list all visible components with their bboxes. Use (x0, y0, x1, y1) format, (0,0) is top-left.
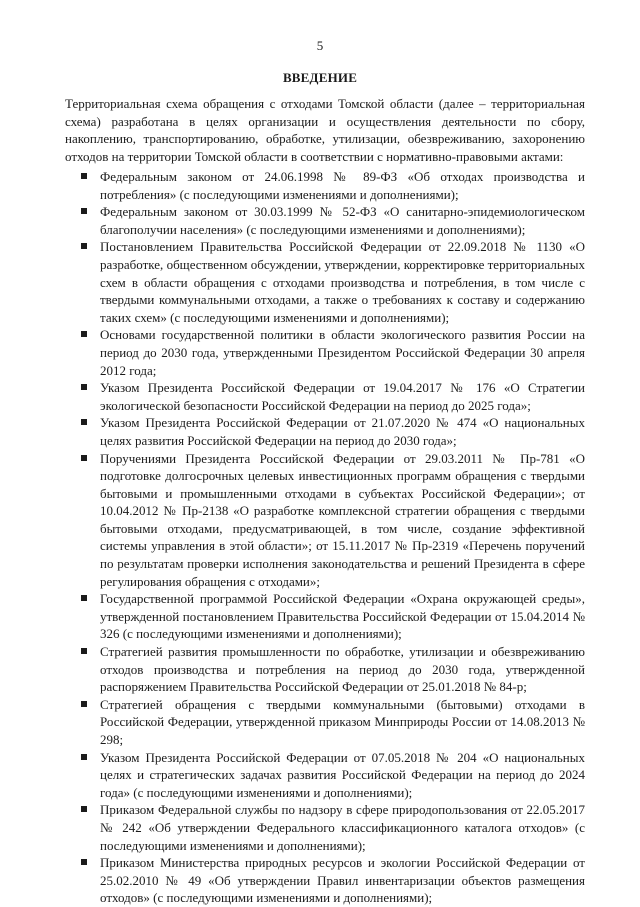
list-item (0, 801, 585, 854)
list-item (0, 643, 585, 696)
bullet-icon (81, 595, 87, 601)
list-item-text: Основами государственной политики в области экологического развития России на период до 2030 года, утвержденными Президентом Российской Федерации 30 апреля 2012 года; (100, 327, 585, 378)
bullet-icon (81, 754, 87, 760)
list-item-text: Указом Президента Российской Федерации от 19.04.2017 № 176 «О Стратегии экологической безопасности Российской Федерации на период до 2025 года»; (100, 380, 585, 413)
page-number: 5 (316, 38, 324, 53)
bullet-icon (81, 419, 87, 425)
list-item (0, 379, 585, 414)
bullet-icon (81, 455, 87, 461)
list-item (0, 238, 585, 326)
list-item-text: Указом Президента Российской Федерации от 21.07.2020 № 474 «О национальных целях развития Российской Федерации на период до 2030 года»; (100, 415, 585, 448)
bullet-icon (81, 806, 87, 812)
bullet-icon (81, 243, 87, 249)
list-item-text: Государственной программой Российской Федерации «Охрана окружающей среды», утвержденной постановлением Правительства Российской Федерации от 15.04.2014 № 326 (с последующими изменениями и дополнениями); (100, 591, 585, 642)
bullet-icon (81, 648, 87, 654)
list-item (0, 414, 585, 449)
list-item-text: Приказом Федеральной службы по надзору в сфере природопользования от 22.05.2017 № 242 «Об утверждении Федерального классификационного каталога отходов» (с последующими изменениями и дополнениями); (100, 802, 585, 853)
legal-acts-list (0, 168, 640, 907)
list-item (0, 696, 585, 749)
list-item-text: Приказом Министерства природных ресурсов и экологии Российской Федерации от 25.02.2010 № 49 «Об утверждении Правил инвентаризации объектов размещения отходов» (с последующими изменениями и дополнениями); (100, 855, 585, 906)
bullet-icon (81, 859, 87, 865)
list-item-text: Федеральным законом от 24.06.1998 № 89-ФЗ «Об отходах производства и потребления» (с последующими изменениями и дополнениями); (100, 169, 585, 202)
bullet-icon (81, 331, 87, 337)
list-item (0, 749, 585, 802)
bullet-icon (81, 173, 87, 179)
list-item-text: Указом Президента Российской Федерации от 07.05.2018 № 204 «О национальных целях и стратегических задачах развития Российской Федерации на период до 2024 года» (с последующими изменениями и дополнениями); (100, 749, 585, 800)
list-item (0, 326, 585, 379)
list-item (0, 854, 585, 907)
bullet-icon (81, 384, 87, 390)
list-item (0, 168, 585, 203)
bullet-icon (81, 701, 87, 707)
list-item (0, 590, 585, 643)
list-item-text: Постановлением Правительства Российской Федерации от 22.09.2018 № 1130 «О разработке, общественном обсуждении, утверждении, корректировке территориальных схем в области обращения с отходами производства и потребления, в том числе с твердыми коммунальными отходами, а также о требованиях к составу и содержанию таких схем» (с последующими изменениями и дополнениями); (100, 239, 585, 325)
intro-paragraph: Территориальная схема обращения с отходами Томской области (далее – территориальная схема) разработана в целях организации и осуществления деятельности по сбору, накоплению, транспортированию, обработке, утилизации, обезвреживанию, захоронению отходов на территории Томской области в соответствии с нормативно-правовыми актами: (65, 96, 585, 164)
list-item-text: Поручениями Президента Российской Федерации от 29.03.2011 № Пр-781 «О подготовке долгосрочных целевых инвестиционных программ обращения с твердыми бытовыми и промышленными отходами в субъектах Российской Федерации»; от 10.04.2012 № Пр-2138 «О разработке комплексной стратегии обращения с твердыми бытовыми отходами, предусматривающей, в том числе, создание эффективной системы управления в этой области»; от 15.11.2017 № Пр-2319 «Перечень поручений по результатам проверки исполнения законодательства и решений Президента в сфере регулирования обращения с отходами»; (100, 450, 585, 589)
list-item (0, 203, 585, 238)
list-item-text: Федеральным законом от 30.03.1999 № 52-ФЗ «О санитарно-эпидемиологическом благополучии населения» (с последующими изменениями и дополнениями); (100, 204, 585, 237)
section-heading: ВВЕДЕНИЕ (282, 70, 358, 85)
bullet-icon (81, 208, 87, 214)
list-item-text: Стратегией обращения с твердыми коммунальными (бытовыми) отходами в Российской Федерации, утвержденной приказом Минприроды России от 14.08.2013 № 298; (100, 696, 585, 747)
list-item-text: Стратегией развития промышленности по обработке, утилизации и обезвреживанию отходов производства и потребления на период до 2030 года, утвержденной распоряжением Правительства Российской Федерации от 25.01.2018 № 84-р; (100, 644, 585, 695)
list-item (0, 450, 585, 591)
